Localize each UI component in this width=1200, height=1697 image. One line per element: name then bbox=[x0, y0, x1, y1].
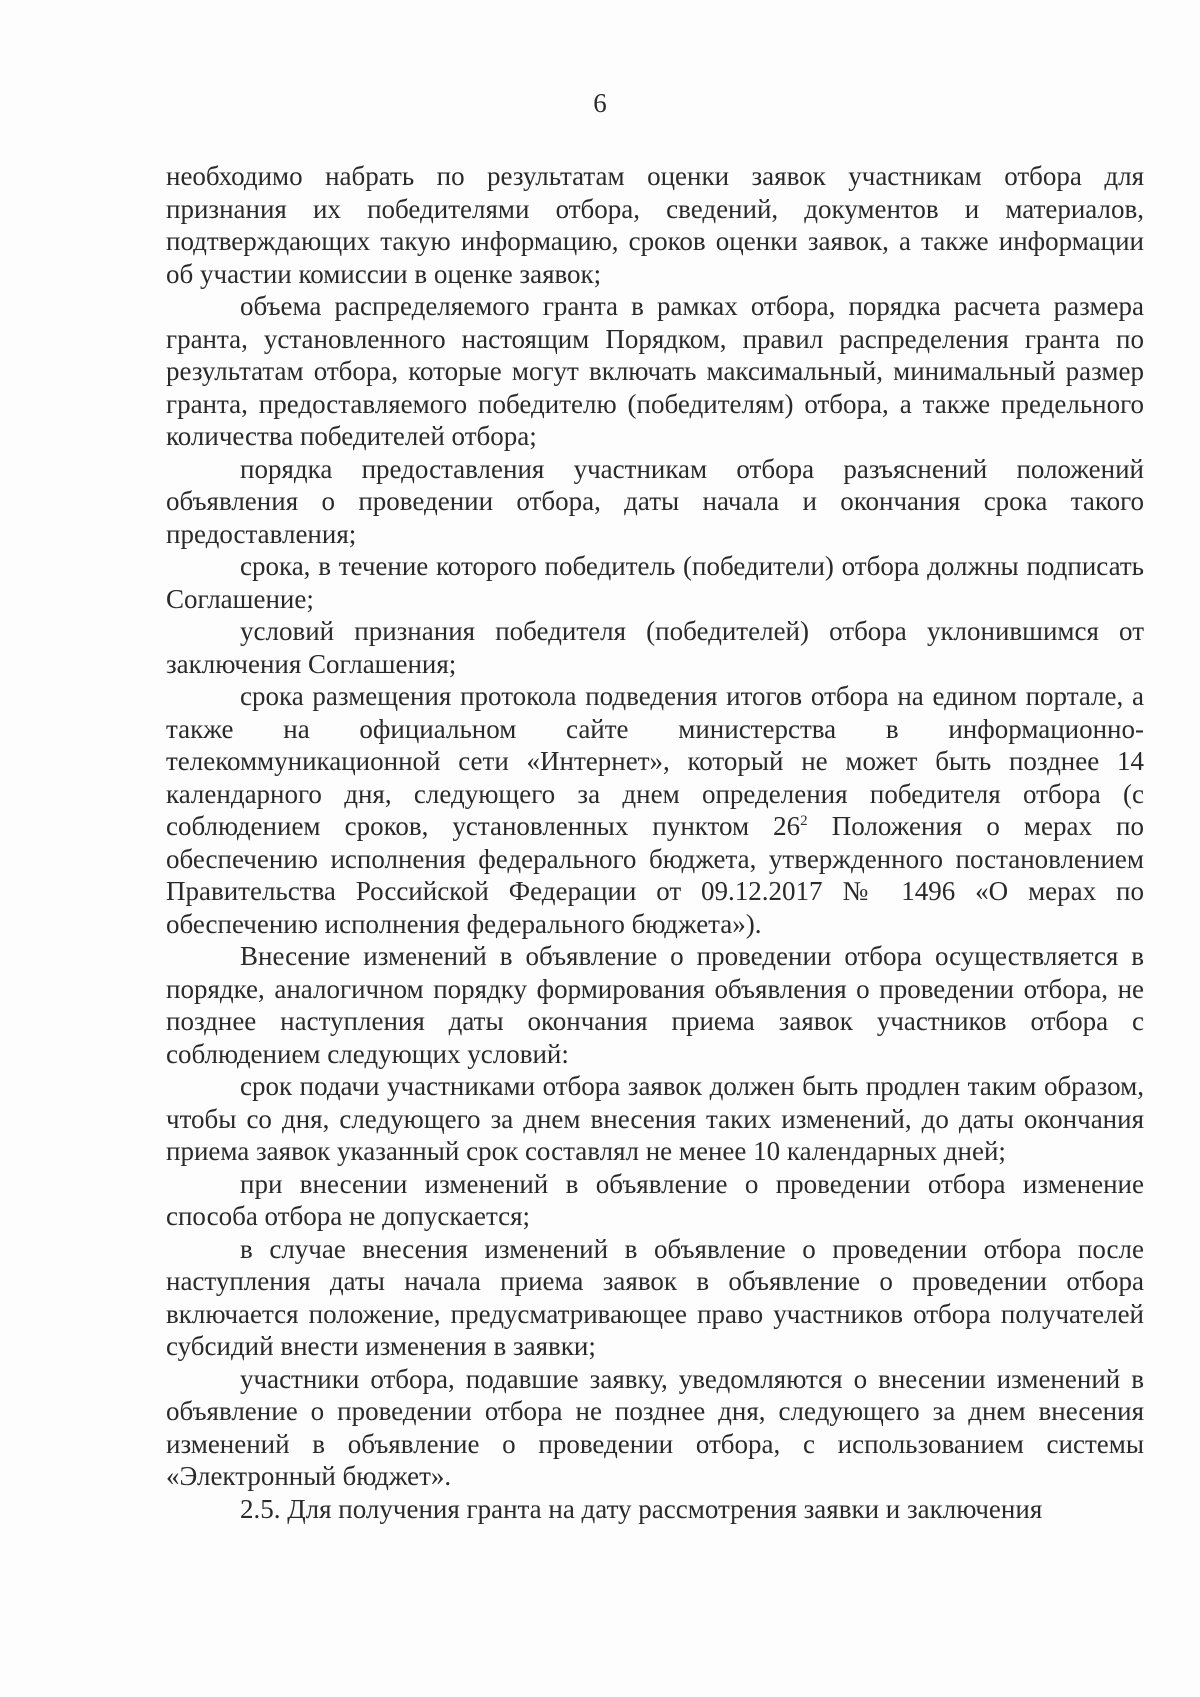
paragraph-continuation: необходимо набрать по результатам оценки заявок участникам отбора для признания их победителями отбора, сведений, документов и материалов, подтверждающих такую информацию, сроков оценки заявок, а также информации об участии комиссии в оценке заявок; bbox=[166, 161, 1144, 289]
paragraph-deadline-extension: срок подачи участниками отбора заявок должен быть продлен таким образом, чтобы со дня, следующего за днем внесения таких изменений, до даты окончания приема заявок указанный срок составлял не менее 10 календарных дней; bbox=[166, 1071, 1144, 1166]
paragraph-application-changes: в случае внесения изменений в объявление о проведении отбора после наступления даты начала приема заявок в объявление о проведении отбора включается положение, предусматривающее право участников отбора получателей субсидий внести изменения в заявки; bbox=[166, 1233, 1144, 1361]
paragraph-participant-notification: участники отбора, подавшие заявку, уведомляются о внесении изменений в объявление о проведении отбора не позднее дня, следующего за днем внесения изменений в объявление о проведении отбора, с использованием системы «Электронный бюджет». bbox=[166, 1363, 1144, 1491]
protocol-text-after-superscript: Положения о мерах по обеспечению исполнения федерального бюджета, утвержденного постановлением Правительства Российской Федерации от 09.12.2017 № 1496 «О мерах по обеспечению исполнения федерального бюджета»). bbox=[166, 811, 1144, 939]
paragraph-evasion-conditions: условий признания победителя (победителей) отбора уклонившимся от заключения Соглашения; bbox=[166, 616, 1144, 679]
paragraph-protocol-placement bbox=[166, 680, 1144, 940]
protocol-text-before-superscript: срока размещения протокола подведения итогов отбора на едином портале, а также на официальном сайте министерства в информационно-телекоммуникационной сети «Интернет», который не может быть позднее 14 календарного дня, следующего за днем определения победителя отбора (с соблюдением сроков, установленных пунктом 26 bbox=[166, 681, 1144, 841]
document-body bbox=[166, 160, 1144, 1525]
paragraph-section-2-5: 2.5. Для получения гранта на дату рассмотрения заявки и заключения bbox=[240, 1493, 1043, 1524]
paragraph-method-change: при внесении изменений в объявление о проведении отбора изменение способа отбора не допускается; bbox=[166, 1168, 1144, 1231]
paragraph-amendments: Внесение изменений в объявление о проведении отбора осуществляется в порядке, аналогичном порядку формирования объявления о проведении отбора, не позднее наступления даты окончания приема заявок участников отбора с соблюдением следующих условий: bbox=[166, 941, 1144, 1069]
superscript-index: 2 bbox=[800, 813, 808, 829]
paragraph-grant-volume: объема распределяемого гранта в рамках отбора, порядка расчета размера гранта, установленного настоящим Порядком, правил распределения гранта по результатам отбора, которые могут включать максимальный, минимальный размер гранта, предоставляемого победителю (победителям) отбора, а также предельного количества победителей отбора; bbox=[166, 291, 1144, 451]
page-number: 6 bbox=[593, 88, 607, 118]
paragraph-clarifications: порядка предоставления участникам отбора разъяснений положений объявления о проведении отбора, даты начала и окончания срока такого предоставления; bbox=[166, 453, 1144, 549]
paragraph-signing-term: срока, в течение которого победитель (победители) отбора должны подписать Соглашение; bbox=[166, 551, 1144, 614]
